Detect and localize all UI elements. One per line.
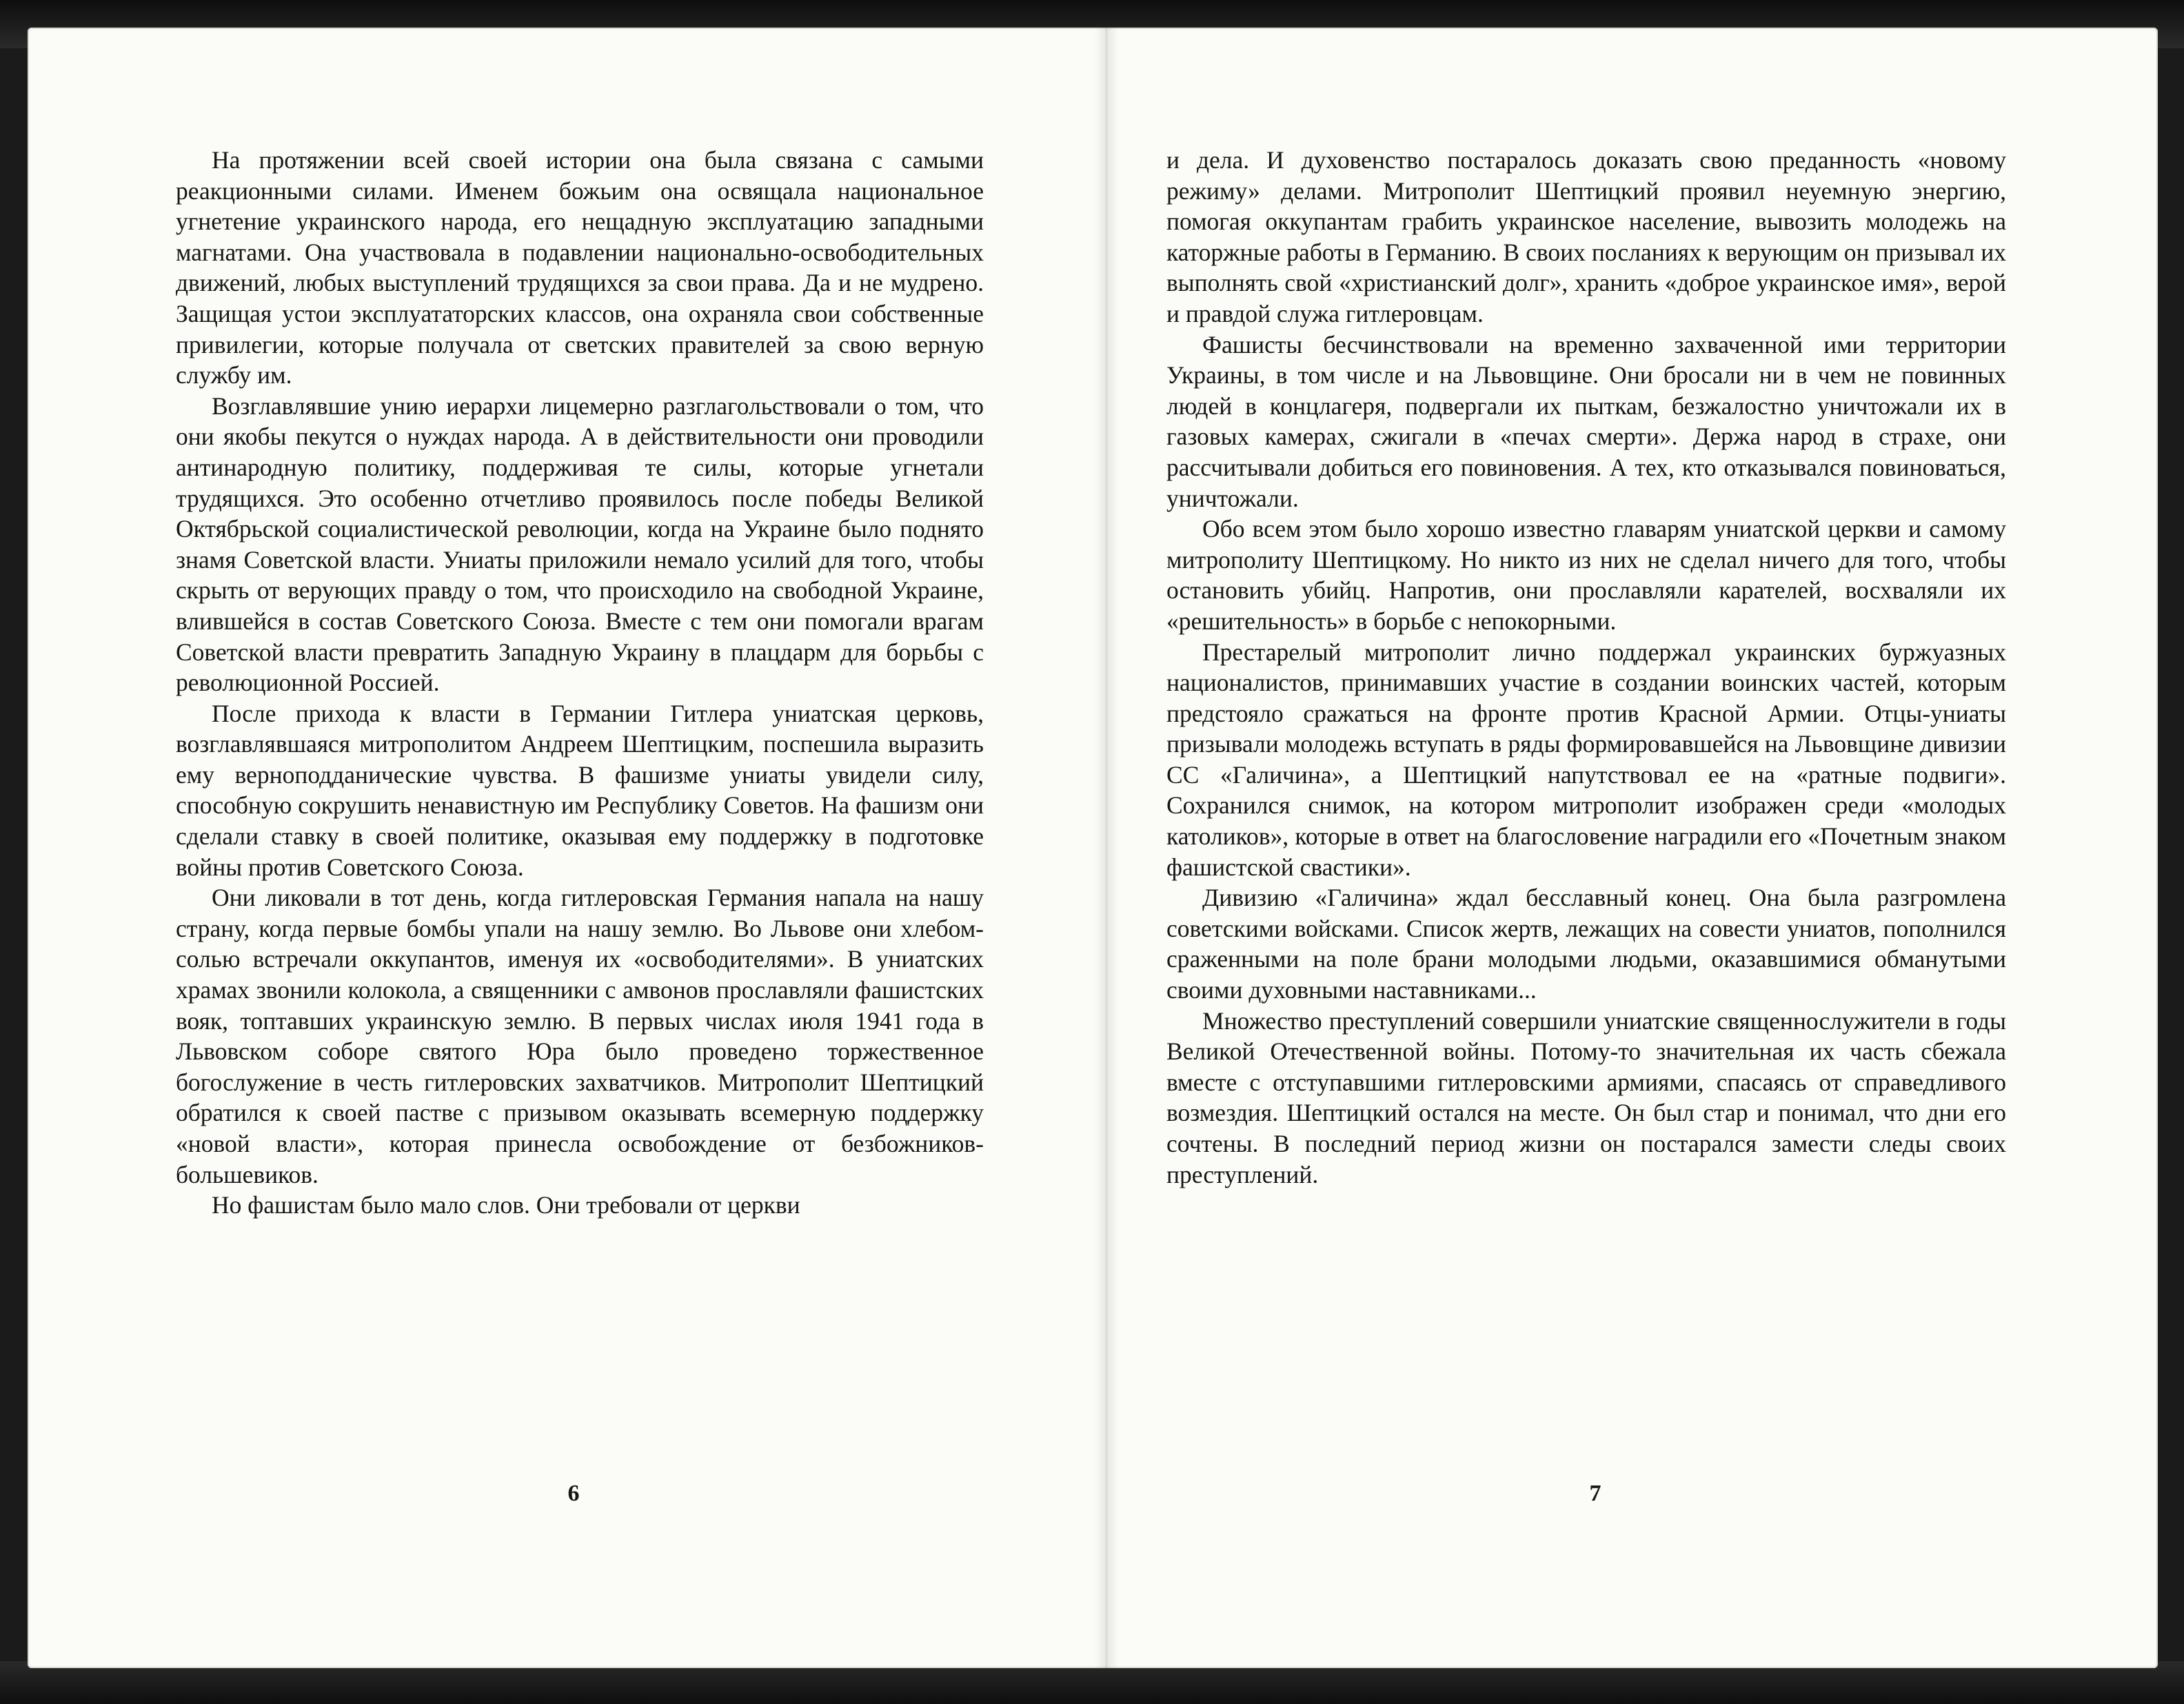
- paragraph: Обо всем этом было хорошо известно главарям униатской церкви и самому митрополиту Шептицкому. Но никто из них не сделал ничего для того, чтобы остановить убийц. Напротив, они прославляли карателей, восхваляли их «решительность» в борьбе с непокорными.: [1166, 515, 2006, 635]
- book-gutter: [1095, 28, 1118, 1668]
- paragraph: Множество преступлений совершили униатские священнослужители в годы Великой Отечественной войны. Потому-то значительная их часть сбежала вместе с отступавшими гитлеровскими армиями, спасаясь от справедливого возмездия. Шептицкий остался на месте. Он был стар и понимал, что дни его сочтены. В последний период жизни он постарался замести следы своих преступлений.: [1166, 1006, 2006, 1188]
- left-page: [176, 145, 984, 1537]
- paragraph: Фашисты бесчинствовали на временно захваченной ими территории Украины, в том числе и на Львовщине. Они бросали ни в чем не повинных людей в концлагеря, подвергали их пыткам, безжалостно уничтожали их в газовых камерах, сжигали в «печах смерти». Держа народ в страхе, они рассчитывали добиться его повиновения. А тех, кто отказывался повиноваться, уничтожали.: [1166, 330, 2006, 512]
- right-page-text: [1166, 145, 2006, 1190]
- paragraph-continued: и дела. И духовенство постаралось доказать свою преданность «новому режиму» делами. Митрополит Шептицкий проявил неуемную энергию, помогая оккупантам грабить украинское население, вывозить молодежь на каторжные работы в Германию. В своих посланиях к верующим он призывал их выполнять свой «христианский долг», хранить «доброе украинское имя», верой и правдой служа гитлеровцам.: [1166, 146, 2006, 327]
- paragraph: Возглавлявшие унию иерархи лицемерно разглагольствовали о том, что они якобы пекутся о нуждах народа. А в действительности они проводили антинародную политику, поддерживая те силы, которые угнетали трудящихся. Это особенно отчетливо проявилось после победы Великой Октябрьской социалистической революции, когда на Украине было поднято знамя Советской власти. Униаты приложили немало усилий для того, чтобы скрыть от верующих правду о том, что происходило на свободной Украине, влившейся в состав Советского Союза. Вместе с тем они помогали врагам Советской власти превратить Западную Украину в плацдарм для борьбы с революционной Россией.: [176, 392, 984, 697]
- paragraph: После прихода к власти в Германии Гитлера униатская церковь, возглавлявшаяся митрополитом Андреем Шептицким, поспешила выразить ему верноподданические чувства. В фашизме униаты увидели силу, способную сокрушить ненавистную им Республику Советов. На фашизм они сделали ставку в своей политике, оказывая ему поддержку в подготовке войны против Советского Союза.: [176, 699, 984, 881]
- paragraph: Но фашистам было мало слов. Они требовали от церкви: [212, 1191, 800, 1219]
- paragraph: Престарелый митрополит лично поддержал украинских буржуазных националистов, принимавших участие в создании воинских частей, которым предстояло сражаться на фронте против Красной Армии. Отцы-униаты призывали молодежь вступать в ряды формировавшейся на Львовщине дивизии СС «Галичина», а Шептицкий напутствовал ее на «ратные подвиги». Сохранился снимок, на котором митрополит изображен среди «молодых католиков», которые в ответ на благословение наградили его «Почетным знаком фашистской свастики».: [1166, 638, 2006, 881]
- right-page: [1166, 145, 2006, 1537]
- paragraph: Дивизию «Галичина» ждал бесславный конец. Она была разгромлена советскими войсками. Список жертв, лежащих на совести униатов, пополнился сраженными на поле брани молодыми людьми, оказавшимися обманутыми своими духовными наставниками...: [1166, 884, 2006, 1004]
- left-page-text: [176, 145, 984, 1221]
- paragraph: На протяжении всей своей истории она была связана с самыми реакционными силами. Именем божьим она освящала национальное угнетение украинского народа, его нещадную эксплуатацию западными магнатами. Она участвовала в подавлении национально-освободительных движений, любых выступлений трудящихся за свои права. Да и не мудрено. Защищая устои эксплуататорских классов, она охраняла свои собственные привилегии, которые получала от светских правителей за свою верную службу им.: [176, 146, 984, 389]
- page-number-left: 6: [567, 1481, 580, 1506]
- paragraph: Они ликовали в тот день, когда гитлеровская Германия напала на нашу страну, когда первые бомбы упали на нашу землю. Во Львове они хлебом-солью встречали оккупантов, именуя их «освободителями». В униатских храмах звонили колокола, а священники с амвонов прославляли фашистских вояк, топтавших украинскую землю. В первых числах июля 1941 года в Львовском соборе святого Юра было проведено торжественное богослужение в честь гитлеровских захватчиков. Митрополит Шептицкий обратился к своей пастве с призывом оказывать всемерную поддержку «новой власти», которая принесла освобождение от безбожников-большевиков.: [176, 884, 984, 1188]
- page-number-right: 7: [1589, 1481, 1601, 1506]
